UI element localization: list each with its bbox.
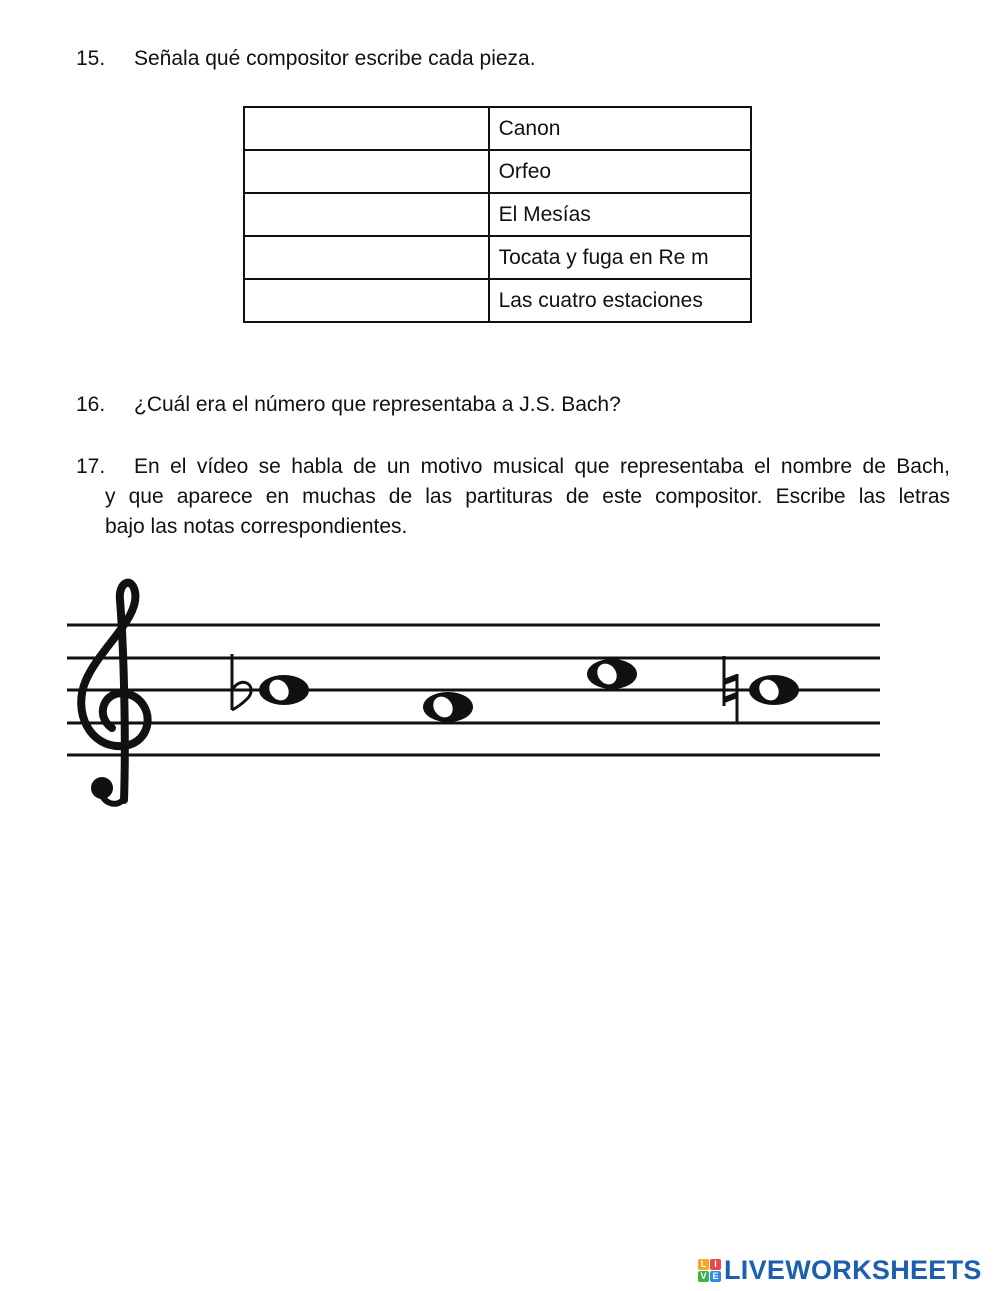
question-16-number: 16. (76, 393, 106, 416)
question-17-line-2: y que aparece en muchas de las partituras de este compositor. Escribe las letras (105, 485, 950, 508)
question-16-text: ¿Cuál era el número que representaba a J.S. Bach? (134, 393, 621, 416)
piece-cell: El Mesías (489, 193, 751, 236)
table-row (244, 279, 751, 322)
logo-mark-icon: L I V E (698, 1259, 721, 1282)
question-15-number: 15. (76, 47, 106, 70)
question-17-line-3: bajo las notas correspondientes. (105, 515, 408, 538)
piece-cell: Tocata y fuga en Re m (489, 236, 751, 279)
treble-clef-icon (81, 583, 147, 804)
piece-cell: Canon (489, 107, 751, 150)
table-row (244, 150, 751, 193)
composer-answer-cell[interactable] (244, 150, 489, 193)
flat-icon (232, 654, 251, 710)
composer-table (243, 106, 752, 323)
piece-cell: Las cuatro estaciones (489, 279, 751, 322)
note-a (423, 692, 473, 722)
music-staff (60, 570, 890, 815)
question-17-number: 17. (76, 455, 106, 478)
logo-text: LIVEWORKSHEETS (724, 1254, 982, 1285)
composer-answer-cell[interactable] (244, 107, 489, 150)
composer-answer-cell[interactable] (244, 236, 489, 279)
note-c (587, 659, 637, 689)
table-row (244, 193, 751, 236)
piece-cell: Orfeo (489, 150, 751, 193)
table-row (244, 236, 751, 279)
question-15-text: Señala qué compositor escribe cada pieza. (134, 47, 536, 70)
question-17-line-1: En el vídeo se habla de un motivo musical que representaba el nombre de Bach, (134, 455, 950, 478)
liveworksheets-logo (698, 1253, 982, 1287)
composer-answer-cell[interactable] (244, 193, 489, 236)
question-17 (76, 452, 950, 542)
note-b-flat (232, 654, 309, 710)
table-row (244, 107, 751, 150)
composer-answer-cell[interactable] (244, 279, 489, 322)
